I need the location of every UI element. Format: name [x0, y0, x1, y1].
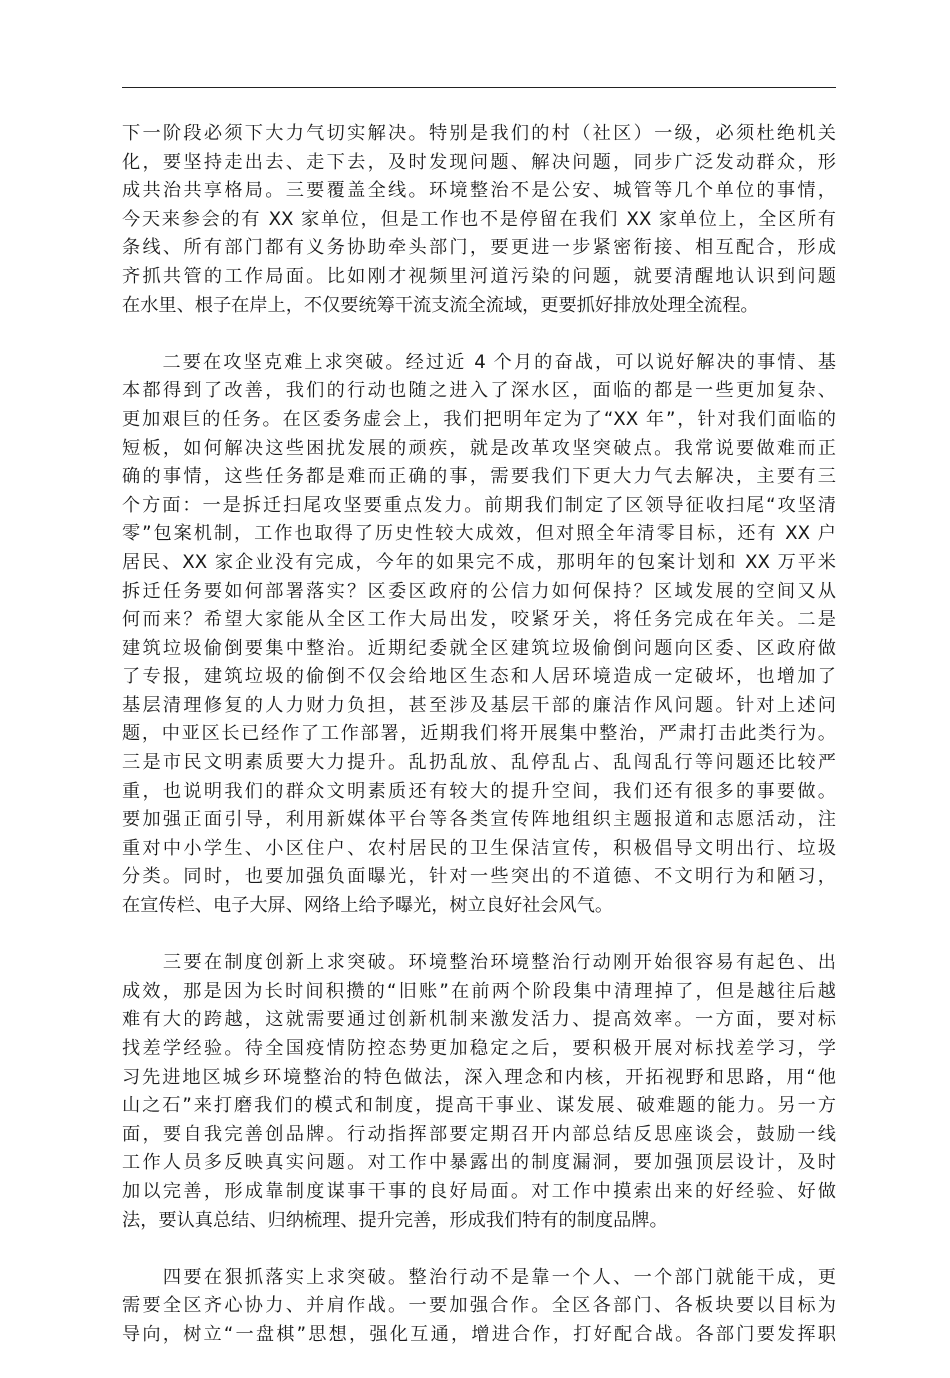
- text-line: 难有大的跨越，这就需要通过创新机制来激发活力、提高效率。一方面，要对标: [122, 1009, 836, 1031]
- text-line: 导向，树立“一盘棋”思想，强化互通，增进合作，打好配合战。各部门要发挥职: [122, 1323, 836, 1345]
- paragraph: [122, 120, 836, 320]
- text-line: 找差学经验。待全国疫情防控态势更加稳定之后，要积极开展对标找差学习，学: [122, 1038, 836, 1059]
- text-line: 建筑垃圾偷倒要集中整治。近期纪委就全区建筑垃圾偷倒问题向区委、区政府做: [122, 637, 836, 659]
- text-line: 三要在制度创新上求突破。环境整治环境整治行动刚开始很容易有起色、出: [122, 952, 836, 974]
- text-line: 今天来参会的有 XX 家单位，但是工作也不是停留在我们 XX 家单位上，全区所有: [122, 208, 836, 230]
- text-line: 要加强正面引导，利用新媒体平台等各类宣传阵地组织主题报道和志愿活动，注: [122, 809, 836, 831]
- text-line: 四要在狠抓落实上求突破。整治行动不是靠一个人、一个部门就能干成，更: [122, 1266, 836, 1288]
- paragraph: [122, 949, 836, 1235]
- text-line: 成共治共享格局。三要覆盖全线。环境整治不是公安、城管等几个单位的事情，: [122, 180, 836, 202]
- text-line: 二要在攻坚克难上求突破。经过近 4 个月的奋战，可以说好解决的事情、基: [122, 351, 836, 373]
- text-line: 基层清理修复的人力财力负担，甚至涉及基层干部的廉洁作风问题。针对上述问: [122, 694, 836, 716]
- text-line: 题，中亚区长已经作了工作部署，近期我们将开展集中整治，严肃打击此类行为。: [122, 723, 836, 745]
- text-line: 三是市民文明素质要大力提升。乱扔乱放、乱停乱占、乱闯乱行等问题还比较严: [122, 752, 836, 774]
- text-line: 本都得到了改善，我们的行动也随之进入了深水区，面临的都是一些更加复杂、: [122, 380, 836, 402]
- text-line: 需要全区齐心协力、并肩作战。一要加强合作。全区各部门、各板块要以目标为: [122, 1295, 836, 1317]
- text-line: 确的事情，这些任务都是难而正确的事，需要我们下更大力气去解决，主要有三: [122, 466, 836, 488]
- text-line: 何而来？希望大家能从全区工作大局出发，咬紧牙关，将任务完成在年关。二是: [122, 609, 836, 631]
- text-line: 习先进地区城乡环境整治的特色做法，深入理念和内核，开拓视野和思路，用“他: [122, 1066, 836, 1088]
- text-line: 在水里、根子在岸上，不仅要统筹干流支流全流域，更要抓好排放处理全流程。: [122, 294, 759, 316]
- header-rule: [122, 87, 836, 88]
- text-line: 个方面：一是拆迁扫尾攻坚要重点发力。前期我们制定了区领导征收扫尾“攻坚清: [122, 494, 836, 516]
- text-line: 分类。同时，也要加强负面曝光，针对一些突出的不道德、不文明行为和陋习，: [122, 866, 836, 888]
- text-line: 了专报，建筑垃圾的偷倒不仅会给地区生态和人居环境造成一定破坏，也增加了: [122, 666, 836, 688]
- text-line: 化，要坚持走出去、走下去，及时发现问题、解决问题，同步广泛发动群众，形: [122, 151, 836, 173]
- text-line: 下一阶段必须下大力气切实解决。特别是我们的村（社区）一级，必须杜绝机关: [122, 123, 836, 144]
- text-line: 山之石”来打磨我们的模式和制度，提高干事业、谋发展、破难题的能力。另一方: [122, 1095, 836, 1117]
- text-line: 工作人员多反映真实问题。对工作中暴露出的制度漏洞，要加强顶层设计，及时: [122, 1152, 836, 1174]
- paragraph: [122, 349, 836, 921]
- text-line: 条线、所有部门都有义务协助牵头部门，要更进一步紧密衔接、相互配合，形成: [122, 237, 836, 259]
- text-line: 重，也说明我们的群众文明素质还有较大的提升空间，我们还有很多的事要做。: [122, 780, 836, 802]
- text-line: 短板，如何解决这些困扰发展的顽疾，就是改革攻坚突破点。我常说要做难而正: [122, 437, 836, 459]
- text-line: 面，要自我完善创品牌。行动指挥部要定期召开内部总结反思座谈会，鼓励一线: [122, 1123, 836, 1145]
- text-line: 居民、XX 家企业没有完成，今年的如果完不成，那明年的包案计划和 XX 万平米: [122, 551, 836, 573]
- document-body: [122, 120, 836, 1378]
- text-line: 更加艰巨的任务。在区委务虚会上，我们把明年定为了“XX 年”，针对我们面临的: [122, 408, 836, 430]
- text-line: 成效，那是因为长时间积攒的“旧账”在前两个阶段集中清理掉了，但是越往后越: [122, 980, 836, 1002]
- text-line: 在宣传栏、电子大屏、网络上给予曝光，树立良好社会风气。: [122, 895, 614, 917]
- text-line: 拆迁任务要如何部署落实？区委区政府的公信力如何保持？区域发展的空间又从: [122, 580, 836, 602]
- paragraph: [122, 1264, 836, 1350]
- text-line: 加以完善，形成靠制度谋事干事的良好局面。对工作中摸索出来的好经验、好做: [122, 1180, 836, 1202]
- text-line: 零”包案机制，工作也取得了历史性较大成效，但对照全年清零目标，还有 XX 户: [122, 523, 836, 545]
- text-line: 法，要认真总结、归纳梳理、提升完善，形成我们特有的制度品牌。: [122, 1209, 668, 1231]
- text-line: 重对中小学生、小区住户、农村居民的卫生保洁宣传，积极倡导文明出行、垃圾: [122, 837, 836, 859]
- text-line: 齐抓共管的工作局面。比如刚才视频里河道污染的问题，就要清醒地认识到问题: [122, 265, 836, 287]
